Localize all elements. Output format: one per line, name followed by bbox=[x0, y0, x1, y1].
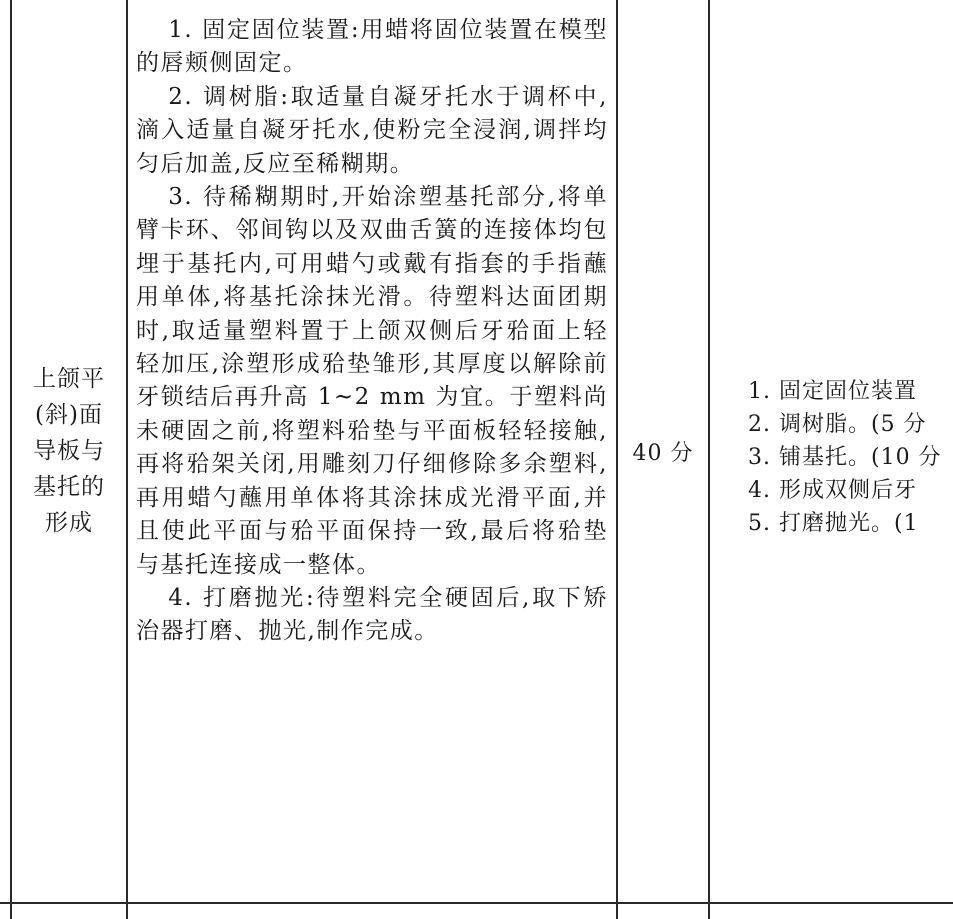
procedure-step-1: 1. 固定固位装置:用蜡将固位装置在模型的唇颊侧固定。 bbox=[136, 17, 608, 77]
step-label-line: 导板与 bbox=[33, 438, 105, 464]
step-label-cell bbox=[12, 0, 126, 902]
score-cell bbox=[618, 0, 708, 902]
criteria-item-2: 2. 调树脂。(5 分 bbox=[748, 411, 927, 437]
criteria-cell bbox=[710, 0, 953, 902]
step-label bbox=[33, 361, 105, 541]
row-divider-bottom bbox=[0, 902, 953, 904]
step-label-line: 形成 bbox=[45, 510, 93, 536]
step-label-line: 上颌平 bbox=[33, 366, 105, 392]
procedure-step-3: 3. 待稀糊期时,开始涂塑基托部分,将单臂卡环、邻间钩以及双曲舌簧的连接体均包埋于基托内,可用蜡勺或戴有指套的手指蘸用单体,将基托涂抹光滑。待塑料达面团期时,取适量塑料置于上颌双侧后牙𬌗面上轻轻加压,涂塑形成𬌗垫雏形,其厚度以解除前牙锁结后再升高 1~2 mm 为宜。于塑料尚未硬固之前,将塑料𬌗垫与平面板轻轻接触,再将𬌗架关闭,用雕刻刀仔细修除多余塑料,再用蜡勺蘸用单体将其涂抹成光滑平面,并且使此平面与𬌗平面保持一致,最后将𬌗垫与基托连接成一整体。 bbox=[136, 184, 608, 578]
step-label-line: (斜)面 bbox=[35, 402, 103, 428]
criteria-item-3: 3. 铺基托。(10 分 bbox=[748, 444, 942, 470]
step-label-line: 基托的 bbox=[33, 474, 105, 500]
criteria-item-4: 4. 形成双侧后牙 bbox=[748, 477, 917, 503]
criteria-item-1: 1. 固定固位装置 bbox=[748, 378, 917, 404]
procedure-step-4: 4. 打磨抛光:待塑料完全硬固后,取下矫治器打磨、抛光,制作完成。 bbox=[136, 584, 608, 645]
procedure-cell bbox=[128, 14, 616, 894]
score-value: 40 分 bbox=[632, 440, 694, 466]
criteria-item-5: 5. 打磨抛光。(1 bbox=[748, 510, 919, 536]
procedure-step-2: 2. 调树脂:取适量自凝牙托水于调杯中,滴入适量自凝牙托水,使粉完全浸润,调拌均匀后加盖,反应至稀糊期。 bbox=[136, 83, 608, 177]
